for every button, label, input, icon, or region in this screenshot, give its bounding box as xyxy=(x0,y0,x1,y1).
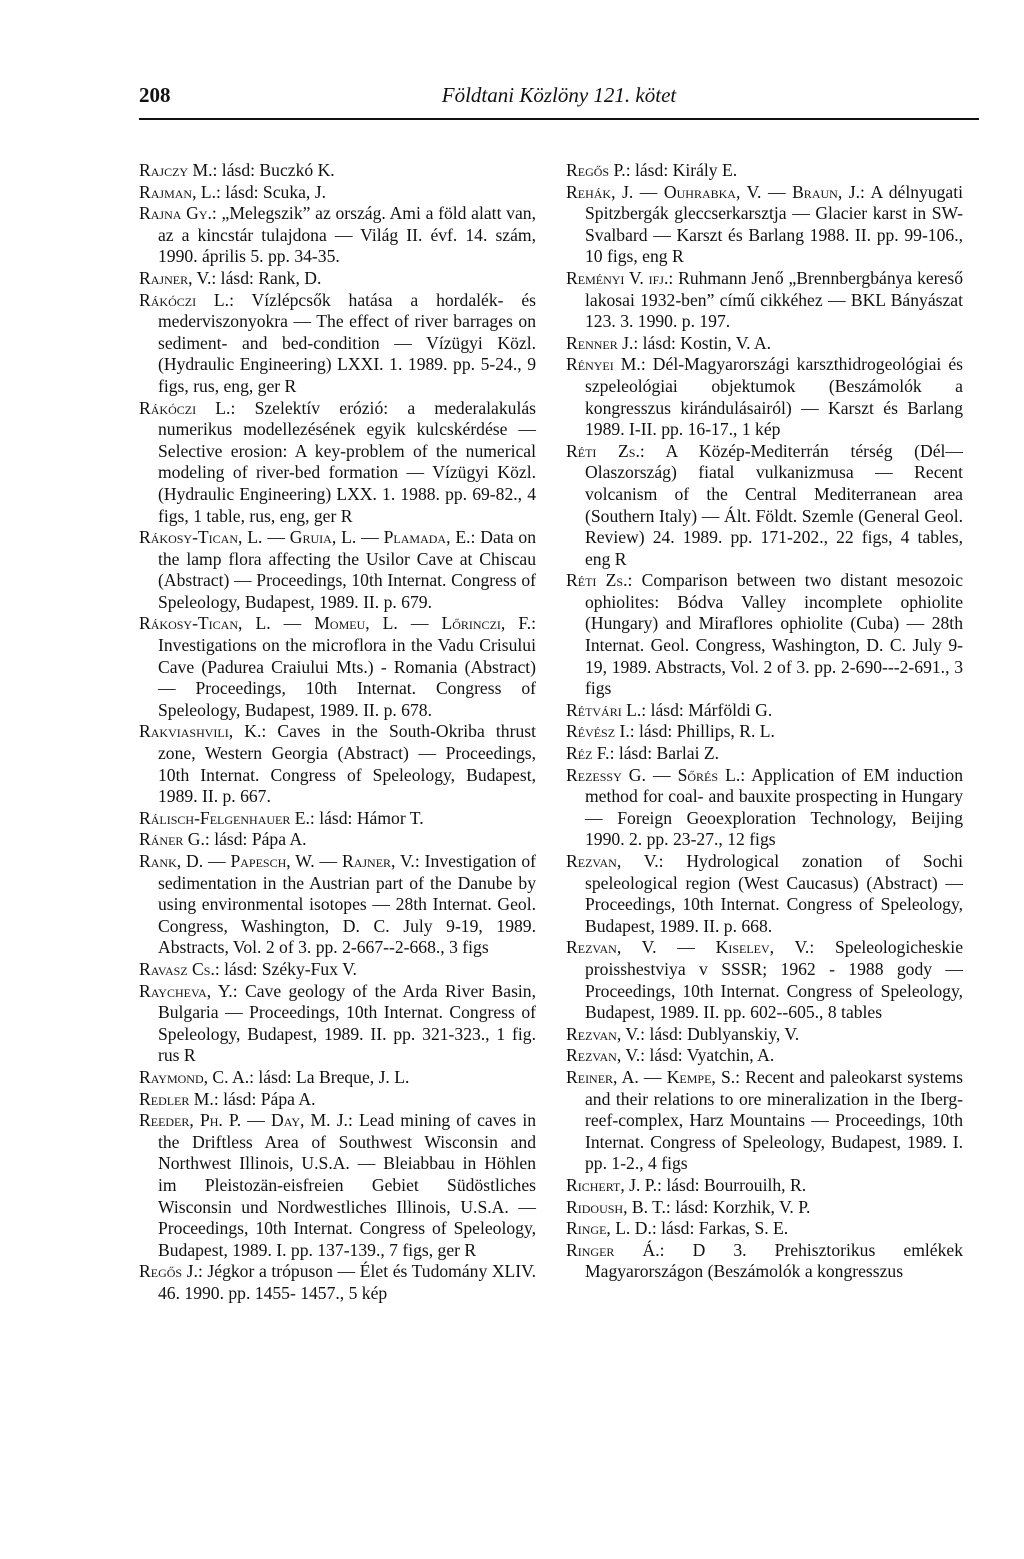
entry-text: : lásd: Phillips, R. L. xyxy=(629,721,775,742)
entry-author: Rank, D. — Papesch, W. — Rajner, V. xyxy=(139,851,415,871)
entry-text: : A délnyugati Spitzbergák gleccserkarsztja — Glacier karst in SW-Svalbard — Karszt és Barlang 1988. II. pp. 99-106., 10 figs, eng R xyxy=(585,181,963,267)
entry-author: Rálisch-Felgenhauer E. xyxy=(139,807,310,828)
entry-text: : Lead mining of caves in the Driftless Area of Southwest Wisconsin and Northwest Illinois, U.S.A. — Bleiabbau in Höhlen im Pleistozän-eisfreien Gebiet Südöstliches Wisconsin und Nordwestliches Illinois, U.S.A. — Proceedings, 10th Internat. Congress of Speleology, Budapest, 1989. I. pp. 137-139., 7 figs, ger R xyxy=(158,1110,537,1260)
entry-author: Ráner G. xyxy=(139,829,205,850)
entry-author: Rákosy-Tican, L. — Gruia, L. — Plamada, E. xyxy=(139,527,471,548)
bibliography-entry xyxy=(566,1067,963,1175)
entry-text: : Investigation of sedimentation in the Austrian part of the Danube by using environmental isotopes — 28th Internat. Geol. Congress, Washington, D. C. July 9-19, 1989. Abstracts, Vol. 2 of 3. pp. 2-667--2-668., 3 figs xyxy=(158,851,537,958)
entry-author: Réti Zs. xyxy=(566,440,640,461)
entry-author: Ravasz Cs. xyxy=(139,958,215,979)
bibliography-entry xyxy=(566,268,963,333)
entry-text: : lásd: Széky-Fux V. xyxy=(214,958,357,979)
bibliography-entry xyxy=(566,441,963,571)
entry-text: : lásd: Rank, D. xyxy=(211,267,322,288)
bibliography-entry xyxy=(566,1175,963,1197)
left-column xyxy=(139,160,536,1304)
bibliography-entry xyxy=(566,1197,963,1219)
page-number: 208 xyxy=(139,83,171,107)
bibliography-entry xyxy=(566,851,963,937)
bibliography-entry xyxy=(139,959,536,981)
entry-author: Rehák, J. — Ouhrabka, V. — Braun, J. xyxy=(566,181,860,202)
right-column xyxy=(566,160,963,1283)
entry-author: Rezvan, V. xyxy=(566,1023,641,1044)
bibliography-entry xyxy=(566,182,963,268)
entry-text: : Caves in the South-Okriba thrust zone, Western Georgia (Abstract) — Proceedings, 10th Internat. Congress of Speleology, Budapest, 1989. II. p. 667. xyxy=(158,721,536,807)
entry-text: : Application of EM induction method for coal- and bauxite prospecting in Hungary — Foreign Geoexploration Technology, Beijing 1990. 2. pp. 23-27., 12 figs xyxy=(585,764,963,850)
entry-author: Reiner, A. — Kempe, S. xyxy=(566,1066,736,1087)
entry-author: Ringer Á. xyxy=(566,1239,660,1260)
entry-author: Rezvan, V. xyxy=(566,851,659,871)
bibliography-entry xyxy=(139,1110,536,1261)
entry-text: : Hydrological zonation of Sochi speleological region (West Caucasus) (Abstract) — Proceedings, 10th Internat. Congress of Speleology, Budapest, 1989. II. p. 668. xyxy=(585,851,963,936)
entry-author: Reményi V. ifj. xyxy=(566,267,669,288)
entry-text: : lásd: Pápa A. xyxy=(204,829,307,850)
entry-text: : Comparison between two distant mesozoic ophiolites: Bódva Valley incomplete ophiolite (Hungary) and Miraflores ophiolite (Cuba) — 28th Internat. Geol. Congress, Washington, D. C. July 9-19, 1989. Abstracts, Vol. 2 of 3. pp. 2-690---2-691., 3 figs xyxy=(585,570,964,699)
bibliography-entry xyxy=(139,160,536,182)
entry-author: Regős J. xyxy=(139,1261,198,1282)
bibliography-entry xyxy=(139,398,536,528)
entry-author: Rajner, V. xyxy=(139,267,212,288)
header-rule xyxy=(139,118,979,120)
entry-author: Raycheva, Y. xyxy=(139,980,233,1001)
entry-text: : Jégkor a trópuson — Élet és Tudomány XLIV. 46. 1990. pp. 1455- 1457., 5 kép xyxy=(158,1261,537,1303)
entry-text: : Data on the lamp flora affecting the Usilor Cave at Chiscau (Abstract) — Proceedings, 10th Internat. Congress of Speleology, Budapest, 1989. II. p. 679. xyxy=(158,527,536,612)
entry-text: : lásd: Márföldi G. xyxy=(641,699,773,720)
entry-author: Rényei M. xyxy=(566,354,641,375)
entry-author: Rakviashvili, K. xyxy=(139,721,262,742)
entry-text: : lásd: Barlai Z. xyxy=(609,743,720,764)
entry-text: : lásd: Pápa A. xyxy=(213,1088,316,1109)
bibliography-entry xyxy=(566,1218,963,1240)
entry-text: : Szelektív erózió: a mederalakulás numerikus modellezésének egyik kulcskérdése — Selective erosion: A key-problem of the numerical modeling of river-bed formation — Vízügyi Közl. (Hydraulic Engineering) LXX. 1. 1988. pp. 69-82., 4 figs, 1 table, rus, eng, ger R xyxy=(158,397,537,526)
entry-text: : lásd: Hámor T. xyxy=(309,807,424,828)
bibliography-entry xyxy=(139,290,536,398)
bibliography-entry xyxy=(566,1045,963,1067)
bibliography-entry xyxy=(139,527,536,613)
entry-text: : lásd: Buczkó K. xyxy=(212,160,335,180)
entry-author: Rezessy G. — Sőrés L. xyxy=(566,764,741,785)
entry-author: Réti Zs. xyxy=(566,570,628,591)
entry-author: Ridoush, B. T. xyxy=(566,1196,666,1217)
entry-text: : lásd: Farkas, S. E. xyxy=(651,1218,789,1239)
bibliography-entry xyxy=(566,765,963,851)
bibliography-entry xyxy=(566,743,963,765)
bibliography-entry xyxy=(139,1089,536,1111)
page-header xyxy=(139,75,979,113)
entry-author: Raymond, C. A. xyxy=(139,1066,250,1087)
entry-author: Rákóczi L. xyxy=(139,289,230,310)
entry-author: Révész I. xyxy=(566,721,630,742)
bibliography-entry xyxy=(139,851,536,959)
bibliography-entry xyxy=(139,721,536,807)
entry-text: : „Melegszik” az ország. Ami a föld alatt van, az a kincstár tulajdona — Világ II. évf. 14. szám, 1990. április 5. pp. 34-35. xyxy=(158,203,536,267)
bibliography-entry xyxy=(139,268,536,290)
entry-text: : lásd: Vyatchin, A. xyxy=(640,1045,775,1066)
bibliography-entry xyxy=(566,700,963,722)
entry-text: : lásd: Scuka, J. xyxy=(216,181,326,202)
entry-text: : lásd: Kostin, V. A. xyxy=(633,332,772,353)
entry-text: : Recent and paleokarst systems and their relations to ore mineralization in the Iberg-reef-complex, Harz Mountains — Proceedings, 10th Internat. Congress of Speleology, Budapest, 1989. I. pp. 1-2., 4 figs xyxy=(585,1066,964,1174)
entry-text: : A Közép-Mediterrán térség (Dél—Olaszország) fiatal vulkanizmusa — Recent volcanism of the Central Mediterranean area (Southern Italy) — Ált. Földt. Szemle (General Geol. Review) 24. 1989. pp. 171-202., 22 figs, 4 tables, eng R xyxy=(585,440,964,569)
bibliography-entry xyxy=(139,182,536,204)
bibliography-entry xyxy=(139,808,536,830)
entry-text: : Dél-Magyarországi karszthidrogeológiai és szpeleológiai objektumok (Beszámolók a kongresszus kirándulásairól) — Karszt és Barlang 1989. I-II. pp. 16-17., 1 kép xyxy=(585,354,963,440)
entry-author: Rajczy M. xyxy=(139,160,213,180)
entry-text: : lásd: Korzhik, V. P. xyxy=(665,1196,811,1217)
entry-text: : Ruhmann Jenő „Brennbergbánya kereső lakosai 1932-ben” című cikkéhez — BKL Bányászat 123. 3. 1990. p. 197. xyxy=(585,267,963,332)
entry-text: : lásd: La Breque, J. L. xyxy=(249,1066,410,1087)
bibliography-entry xyxy=(566,937,963,1023)
entry-author: Rákóczi L. xyxy=(139,397,231,418)
entry-author: Regős P. xyxy=(566,160,626,180)
entry-text: : lásd: Bourrouilh, R. xyxy=(657,1174,807,1195)
entry-author: Renner J. xyxy=(566,332,634,353)
entry-author: Rezvan, V. — Kiselev, V. xyxy=(566,937,810,958)
entry-text: : Investigations on the microflora in the Vadu Crisului Cave (Padurea Craiului Mts.) - Romania (Abstract) — Proceedings, 10th Internat. Congress of Speleology, Budapest, 1989. II. p. 678. xyxy=(158,613,536,720)
entry-text: : D 3. Prehisztorikus emlékek Magyarországon (Beszámolók a kongresszus xyxy=(585,1239,963,1282)
bibliography-entry xyxy=(566,721,963,743)
bibliography-entry xyxy=(566,333,963,355)
entry-author: Reeder, Ph. P. — Day, M. J. xyxy=(139,1110,348,1131)
entry-author: Redler M. xyxy=(139,1088,214,1109)
entry-text: : Cave geology of the Arda River Basin, Bulgaria — Proceedings, 10th Internat. Congress of Speleology, Budapest, 1989. II. pp. 321-323., 1 fig. rus R xyxy=(158,980,537,1066)
entry-text: : lásd: Király E. xyxy=(625,160,738,180)
entry-author: Richert, J. P. xyxy=(566,1174,658,1195)
entry-text: : Vízlépcsők hatása a hordalék- és mederviszonyokra — The effect of river barrages on sediment- and bed-condition — Vízügyi Közl. (Hydraulic Engineering) LXXI. 1. 1989. pp. 5-24., 9 figs, rus, eng, ger R xyxy=(158,289,537,396)
entry-author: Ringe, L. D. xyxy=(566,1218,652,1239)
bibliography-entry xyxy=(566,1024,963,1046)
entry-author: Réz F. xyxy=(566,743,610,764)
bibliography-entry xyxy=(139,203,536,268)
entry-author: Rajman, L. xyxy=(139,181,217,202)
entry-author: Rajna Gy. xyxy=(139,203,212,224)
bibliography-entry xyxy=(139,1261,536,1304)
journal-title: Földtani Közlöny 121. kötet xyxy=(441,83,677,107)
entry-author: Rezvan, V. xyxy=(566,1045,641,1066)
entry-text: : Speleologicheskie proisshestviya v SSSR; 1962 - 1988 gody — Proceedings, 10th Internat. Congress of Speleology, Budapest, 1989. II. pp. 602--605., 8 tables xyxy=(585,937,963,1023)
bibliography-entry xyxy=(139,829,536,851)
bibliography-entry xyxy=(566,1240,963,1283)
bibliography-entry xyxy=(566,354,963,440)
entry-author: Rákosy-Tican, L. — Momeu, L. — Lőrinczi, F. xyxy=(139,613,532,634)
bibliography-entry xyxy=(566,160,963,182)
entry-text: : lásd: Dublyanskiy, V. xyxy=(640,1023,800,1044)
bibliography-entry xyxy=(139,981,536,1067)
entry-author: Rétvári L. xyxy=(566,699,642,720)
bibliography-entry xyxy=(139,1067,536,1089)
bibliography-entry xyxy=(566,570,963,700)
bibliography-entry xyxy=(139,613,536,721)
